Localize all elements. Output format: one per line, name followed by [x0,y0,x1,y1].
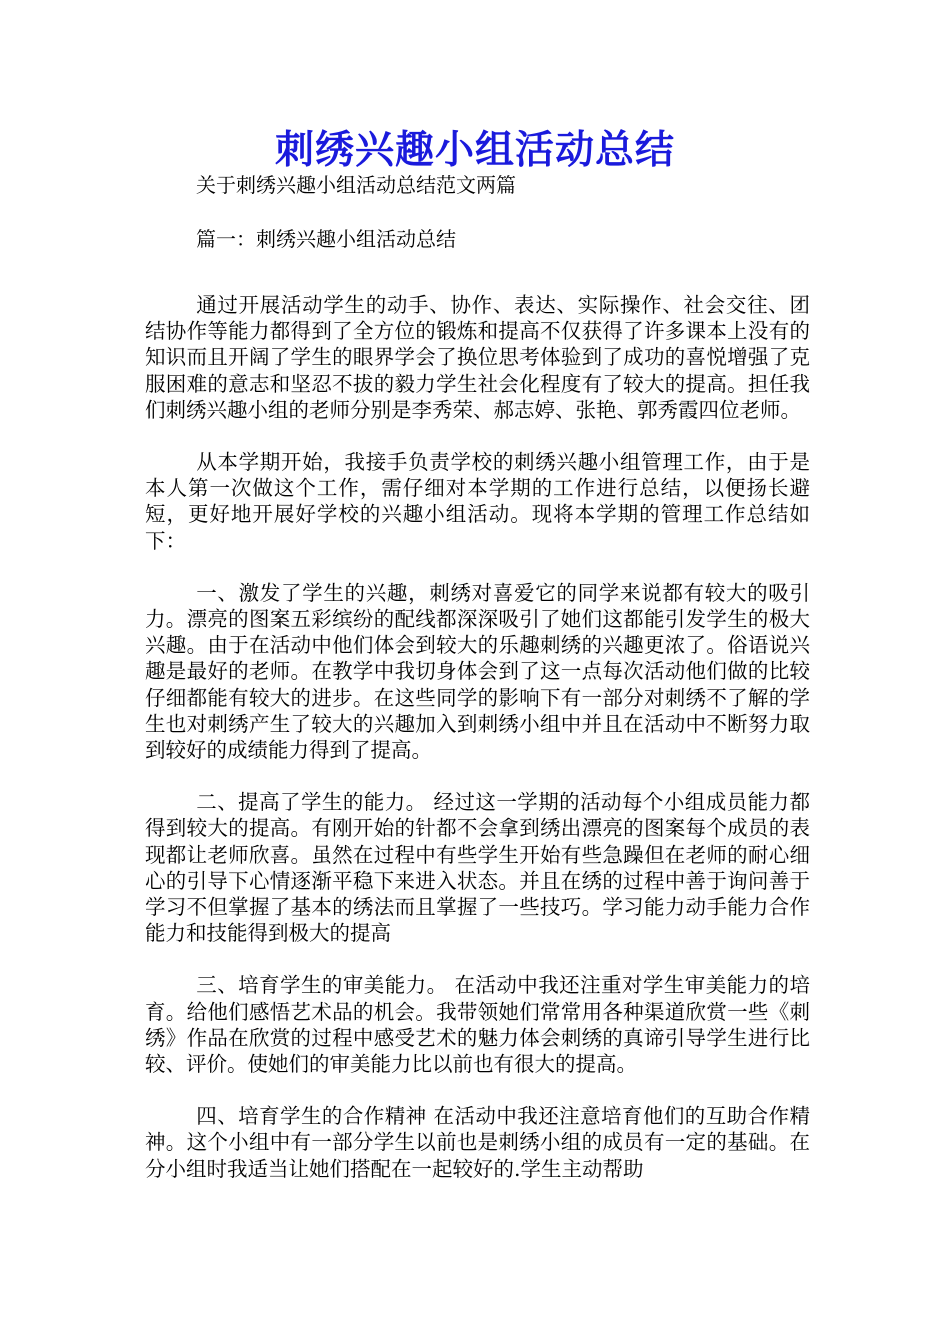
paragraph-overview: 从本学期开始，我接手负责学校的刺绣兴趣小组管理工作，由于是本人第一次做这个工作，需仔细对本学期的工作进行总结，以便扬长避短，更好地开展好学校的兴趣小组活动。现将本学期的管理工作总结如下： [145,450,810,553]
paragraph-intro: 通过开展活动学生的动手、协作、表达、实际操作、社会交往、团结协作等能力都得到了全方位的锻炼和提高不仅获得了许多课本上没有的知识而且开阔了学生的眼界学会了换位思考体验到了成功的喜悦增强了克服困难的意志和坚忍不拔的毅力学生社会化程度有了较大的提高。担任我们刺绣兴趣小组的老师分别是李秀荣、郝志婷、张艳、郭秀霞四位老师。 [145,293,810,422]
paragraph-point-1: 一、激发了学生的兴趣，刺绣对喜爱它的同学来说都有较大的吸引力。漂亮的图案五彩缤纷的配线都深深吸引了她们这都能引发学生的极大兴趣。由于在活动中他们体会到较大的乐趣刺绣的兴趣更浓了。俗语说兴趣是最好的老师。在教学中我切身体会到了这一点每次活动他们做的比较仔细都能有较大的进步。在这些同学的影响下有一部分对刺绣不了解的学生也对刺绣产生了较大的兴趣加入到刺绣小组中并且在活动中不断努力取到较好的成绩能力得到了提高。 [145,580,810,763]
document-subtitle: 关于刺绣兴趣小组活动总结范文两篇 [196,173,516,197]
section-heading: 篇一：刺绣兴趣小组活动总结 [196,227,456,251]
document-body [145,292,810,1208]
paragraph-point-4: 四、培育学生的合作精神 在活动中我还注意培育他们的互助合作精神。这个小组中有一部分学生以前也是刺绣小组的成员有一定的基础。在分小组时我适当让她们搭配在一起较好的.学生主动帮助 [145,1104,810,1181]
paragraph-point-2: 二、提高了学生的能力。 经过这一学期的活动每个小组成员能力都得到较大的提高。有刚开始的针都不会拿到绣出漂亮的图案每个成员的表现都让老师欣喜。虽然在过程中有些学生开始有些急躁但在老师的耐心细心的引导下心情逐渐平稳下来进入状态。并且在绣的过程中善于询问善于学习不但掌握了基本的绣法而且掌握了一些技巧。学习能力动手能力合作能力和技能得到极大的提高 [145,790,810,946]
document-title: 刺绣兴趣小组活动总结 [274,127,675,173]
paragraph-point-3: 三、培育学生的审美能力。 在活动中我还注重对学生审美能力的培育。给他们感悟艺术品的机会。我带领她们常常用各种渠道欣赏一些《刺绣》作品在欣赏的过程中感受艺术的魅力体会刺绣的真谛引导学生进行比较、评价。使她们的审美能力比以前也有很大的提高。 [145,973,810,1077]
